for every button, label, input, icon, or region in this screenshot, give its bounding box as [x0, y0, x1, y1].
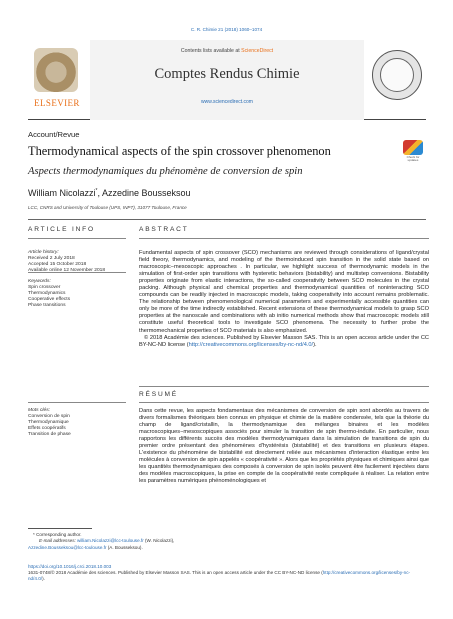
motscles-label: Mots clés:	[28, 408, 51, 413]
crossmark-label: Check for updates	[406, 155, 420, 163]
keyword: Thermodynamics	[28, 291, 66, 296]
divider	[139, 402, 429, 403]
history-item: Received 2 July 2018	[28, 256, 75, 261]
resume-heading: RÉSUMÉ	[139, 391, 179, 398]
crossmark-icon	[403, 140, 423, 155]
email-note: E-mail addresses: william.Nicolazzi@lcc-toulouse.fr (W. Nicolazzi),	[39, 538, 175, 544]
footnote-divider	[28, 528, 92, 529]
license-link[interactable]: http://creativecommons.org/licenses/by-nc-nd/4.0/	[188, 341, 314, 348]
abstract-copyright: © 2018 Académie des sciences. Published by Elsevier Masson SAS. This is an open access article under the CC BY-NC-ND license (http://creativecommons.org/licenses/by-nc-nd/4.0/).	[139, 334, 429, 348]
divider	[28, 402, 126, 403]
resume-body: Dans cette revue, les aspects fondamentaux des mécanismes de conversion de spin sont abordés au travers de divers formalismes théoriques bien connus en physique et chimie de la matière condensée, tels que la théorie du champ de ligand/cristallin, la thermodynamique des mélanges binaires et les modèles macroscopiques−mesoscopiques associés pour simuler la transition de spin thermo-induite. En particulier, nous rapportons les différents succès des modèles thermodynamiques dans la simulation de transitions de spin du premier ordre présentant des phénomènes d'hystérésis (bistabilité) et des transitions en plusieurs étapes. L'existence du phénomène de bistabilité est directement reliée aux mécanismes d'interaction élastique entre les molécules à conversion de spin appelés « coopérativité ». Alors que les propriétés physiques et chimiques ainsi que les quantités thermodynamiques des composés à conversion de spin isolés peuvent être facilement injectées dans des modèles macroscopiques, la prise en compte de la coopérativité reste compliquée à réaliser. La relation entre les paramètres numériques phénoménologiques et	[139, 408, 429, 485]
journal-title: Comptes Rendus Chimie	[154, 66, 300, 82]
history-item: Accepted 15 October 2018	[28, 262, 87, 267]
keyword: Phase transitions	[28, 303, 66, 308]
publisher-name: ELSEVIER	[34, 98, 80, 108]
author-list	[28, 188, 191, 198]
mot-cle: Transition de phase	[28, 432, 71, 437]
mot-cle: Conversion de spin	[28, 414, 70, 419]
email-note-continued: Azzedine.Bousseksou@lcc-toulouse.fr (A. Bousseksou).	[28, 544, 143, 550]
abstract-heading: ABSTRACT	[139, 226, 189, 233]
journal-header	[28, 40, 426, 120]
page-footer	[28, 564, 426, 583]
author-2-link[interactable]: Azzedine Bousseksou	[101, 188, 191, 198]
divider	[28, 219, 426, 220]
contents-prefix: Contents lists available at	[180, 48, 242, 54]
check-for-updates-button[interactable]	[403, 140, 423, 162]
mot-cle: Thermodynamique	[28, 420, 69, 425]
abstract-body	[139, 250, 429, 349]
abstract-paragraph: Fundamental aspects of spin crossover (SCO) mechanisms are reviewed through considerations of ligand/crystal field theory, thermodynamics, and modeling of the thermoinduced spin transition in the solid state based on macroscopic−mesoscopic approaches . In particular, we highlight success of thermodynamic models in the simulation of first-order spin transitions with hysteretic behaviors (bistability) and multistep conversions. Bistability properties originate from elastic interactions, the so-called cooperativity between SCO molecules in the crystal packing. Although physical and chemical properties and thermodynamical quantities of noninteracting SCO compounds can be readily injected in macroscopic models, taking cooperativity into account remains problematic. The relationship between phenomenological numerical parameters and experimentally accessible quantities can only be more of the time indirectly established. Recent extensions of these thermodynamical models to grasp SCO properties at the nanoscale and combinations with ab initio numerical methods show that macroscopic models still constitute useful theoretical tools to investigate SCO phenomena. The necessity to further probe the thermomechanical properties of SCO materials is also emphasized.	[139, 250, 429, 334]
footnotes	[28, 532, 426, 551]
article-type: Account/Revue	[28, 130, 80, 139]
footer-license-link[interactable]: http://creativecommons.org/licenses/by-nc-nd/4.0/	[28, 570, 411, 582]
journal-url-link[interactable]: www.sciencedirect.com	[201, 99, 253, 105]
divider	[28, 272, 126, 273]
corresponding-note: * Corresponding author.	[33, 532, 82, 537]
elsevier-logo[interactable]	[28, 46, 86, 112]
affiliation: LCC, CNRS and University of Toulouse (UPS, INPT), 31077 Toulouse, France	[28, 205, 187, 210]
history-item: Available online 12 November 2018	[28, 268, 106, 273]
article-history	[28, 250, 126, 274]
article-subtitle: Aspects thermodynamiques du phénomène de conversion de spin	[28, 166, 303, 177]
article-info-heading: ARTICLE INFO	[28, 226, 95, 233]
seal-inner-ring	[380, 58, 414, 92]
corresponding-mark[interactable]: *	[95, 188, 98, 194]
article-title: Thermodynamical aspects of the spin crossover phenomenon	[28, 144, 331, 158]
keywords	[28, 279, 126, 309]
history-label: Article history:	[28, 250, 59, 255]
elsevier-tree-icon	[34, 48, 78, 92]
sciencedirect-link[interactable]: ScienceDirect	[241, 48, 274, 54]
divider	[28, 238, 126, 239]
email-link[interactable]: Azzedine.Bousseksou@lcc-toulouse.fr	[28, 544, 107, 550]
journal-citation[interactable]: C. R. Chimie 21 (2018) 1060–1074	[190, 27, 263, 32]
keyword: Cooperative effects	[28, 297, 71, 302]
divider	[139, 386, 429, 387]
academie-seal	[366, 42, 426, 116]
mot-cle: Effets coopératifs	[28, 426, 66, 431]
journal-banner	[90, 40, 364, 120]
doi-link[interactable]: https://doi.org/10.1016/j.crci.2018.10.003	[28, 564, 112, 569]
keyword: Spin crossover	[28, 285, 61, 290]
mots-cles	[28, 408, 126, 438]
author-1-link[interactable]: William Nicolazzi	[28, 188, 96, 198]
keywords-label: Keywords:	[28, 279, 51, 284]
author-separator: ,	[97, 188, 102, 198]
divider	[139, 238, 429, 239]
contents-line	[90, 48, 364, 54]
footer-copyright: 1631-0748/© 2018 Académie des sciences. Published by Elsevier Masson SAS. This is an open access article under the CC BY-NC-ND license (http://creativecommons.org/licenses/by-nc-nd/4.0/).	[28, 570, 411, 582]
email-link[interactable]: william.Nicolazzi@lcc-toulouse.fr	[77, 538, 144, 544]
